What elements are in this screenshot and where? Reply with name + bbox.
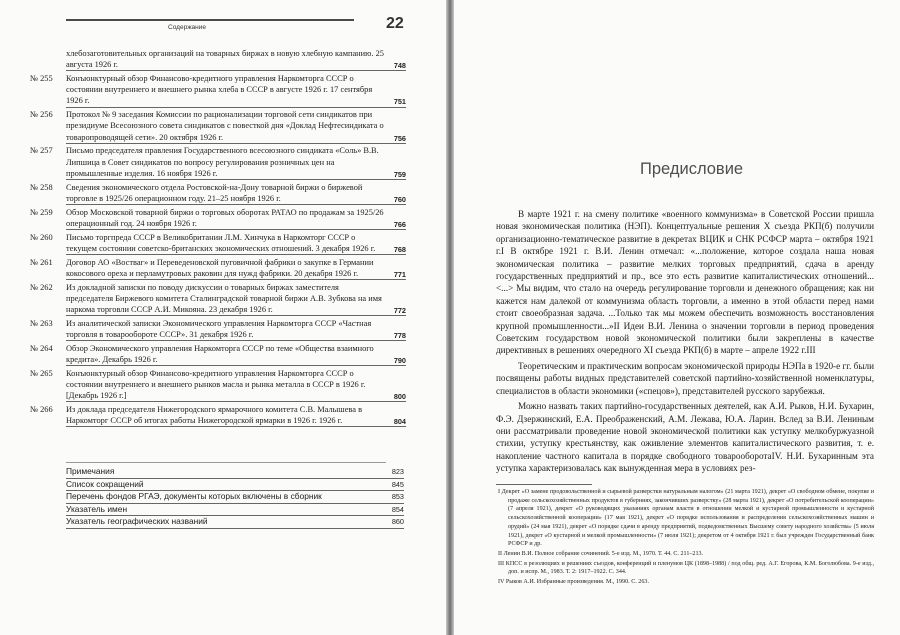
footnote: IV Рыков А.И. Избранные произведения. М., 1990. С. 263. [498,579,649,586]
preface-paragraph: В марте 1921 г. на смену политике «военного коммунизма» в Советской России пришла новая экономическая политика (НЭП). Концептуальные решения X съезда РКП(б) получили организационно-тематическое развитие в декретах ВЦИК и СНК РСФСР марта – октября 1921 г.I В октябре 1921 г. В.И. Ленин отмечал: «...положение, которое создала наша новая экономическая политика – развитие мелких торговых предприятий, сдача в аренду государственных предприятий и пр., все это есть развитие капиталистических отношений... <...> Мы видим, что стало на очередь регулирование торговли и денежного обращения; как ни кажется нам далекой от коммунизма область торговли, а именно в этой области перед нами стоит своеобразная задача. ...Только так мы можем обеспечить возможность восстановления крупной промышленности...»II Идеи В.И. Ленина о значении торговли в период проведения Советским государством новой экономической политики были закреплены в качестве директивных в решениях очередного XI съезда РКП(б) в марте – апреле 1922 г.III [496,209,874,356]
toc-entry-number: № 257 [30,146,53,156]
running-header: Содержание [168,24,206,31]
toc-entry-title: Письмо торгпреда СССР в Великобритании Л.М. Хинчука в Наркомторг СССР о текущем состоянии советско-британских экономических отношений. 3 декабря 1926 г. [66,232,406,255]
toc-entry-number: № 265 [30,368,53,378]
book-spine [446,0,454,635]
toc-entry-number: № 261 [30,257,53,267]
toc-entry-title: хлебозаготовительных организаций на товарных биржах в новую хлебную кампанию. 25 августа 1926 г. [66,48,406,71]
appendix-item-page: 854 [391,504,404,514]
toc-entry-page: 748 [393,61,406,71]
left-page [0,0,446,635]
toc-entry-page: 766 [393,219,406,229]
toc-entry [30,48,406,71]
appendix-item-label: Примечания [66,466,115,476]
toc-entry-page: 800 [393,392,406,402]
toc-entry-title: Письмо председателя правления Государственного всесоюзного синдиката «Соль» В.В. Липшица в Совет синдикатов по вопросу регулирования розничных цен на промышленные изделия. 16 ноября 1926 г. [66,145,406,180]
toc-entry-title: Договор АО «Востваг» и Переведеновской пуговичной фабрики о закупке в Германии кокосового ореха и перламутровых раковин для нужд фабрики. 20 декабря 1926 г. [66,257,406,280]
preface-paragraph: Теоретическим и практическим вопросам экономической природы НЭПа в 1920-е гг. были посвящены работы видных представителей советской партийно-хозяйственной номенклатуры, специалистов в области экономики («спецов»), представителей русского зарубежья. [496,360,874,396]
toc-entry-page: 772 [393,306,406,316]
toc-entry-title: Сведения экономического отдела Ростовской-на-Дону товарной биржи о биржевой торговле в 1925/26 операционном году. 21–25 ноября 1926 г. [66,182,406,205]
appendix-item-label: Список сокращений [66,478,144,489]
preface-title: Предисловие [640,160,744,178]
toc-entry [30,257,406,280]
toc-entry-title: Конъюнктурный обзор Финансово-кредитного управления Наркомторга СССР о состоянии внутреннего и внешнего рынков масла и рынка металла в СССР в 1926 г. [Декабрь 1926 г.] [66,368,406,403]
toc-entry-title: Протокол № 9 заседания Комиссии по рационализации торговой сети синдикатов при президиуме Всесоюзного совета синдикатов с повесткой дня «Доклад Нефтесиндиката о товаропроводящей сети». 20 октября 1926 г. [66,109,406,144]
toc-entry [30,232,406,255]
toc-entry-title: Из доклада председателя Нижегородского ярмарочного комитета С.В. Малышева в Наркомторг СССР об итогах работы Нижегородской ярмарки в 1926 г. 1926 г. [66,404,406,427]
table-of-contents [30,48,406,429]
toc-entry-number: № 255 [30,74,53,83]
appendix-item-label: Указатель имен [66,503,128,514]
appendix-item-page: 860 [391,517,404,527]
toc-entry [30,343,406,366]
toc-entry [30,182,406,205]
toc-entry-number: № 259 [30,207,53,217]
toc-entry-title: Из аналитической записки Экономического управления Наркомторга СССР «Частная торговля в товарообороте СССР». 31 декабря 1926 г. [66,318,406,341]
toc-entry-title: Конъюнктурный обзор Финансово-кредитного управления Наркомторга СССР о состоянии внутреннего и внешнего рынка хлеба в СССР в августе 1926 г. 17 сентября 1926 г. [66,73,406,108]
toc-entry [30,207,406,230]
toc-entry-number: № 260 [30,232,53,242]
toc-entry-number: № 258 [30,182,53,192]
appendix-rule [66,462,386,463]
toc-entry-page: 771 [393,269,406,279]
toc-entry [30,73,406,108]
footnote: III КПСС в резолюциях и решениях съездов, конференций и пленумов ЦК (1898–1988) / под общ. ред. А.Г. Егорова, К.М. Боголюбова. 9-е изд., доп. и испр. М., 1983. Т. 2: 1917–1922. С. 344. [498,560,874,576]
appendix-item [66,491,404,504]
toc-entry-number: № 262 [30,282,53,292]
toc-entry-page: 751 [393,97,406,107]
toc-entry-title: Обзор Экономического управления Наркомторга СССР по теме «Общества взаимного кредита». Декабрь 1926 г. [66,343,406,366]
toc-entry-page: 756 [393,133,406,143]
appendix-item-page: 845 [391,479,404,489]
preface-paragraph: Можно назвать таких партийно-государственных деятелей, как А.И. Рыков, Н.И. Бухарин, Ф.Э. Дзержинский, Е.А. Преображенский, А.М. Лежава, Ю.А. Ларин. Вслед за В.И. Лениным они рассматривали проведение новой экономической политики как уступку мелкобуржуазной стихии, уступку крестьянству, как оживление элементов капиталистического развития, т. е. накопление частного капитала в порядке свободного товарооборотаIV. Н.И. Бухаринным эта уступка характеризовалась как вынужденная мера в условиях рез- [496,401,874,474]
appendix-list [66,466,404,529]
appendix-item-label: Указатель географических названий [66,516,208,527]
toc-entry [30,109,406,144]
toc-entry-title: Из докладной записки по поводу дискуссии о товарных биржах заместителя председателя Биржевого комитета Сталинградской товарной биржи А.В. Зубкова на имя наркома торговли СССР А.И. Микояна. 23 декабря 1926 г. [66,282,406,317]
right-page [454,0,900,635]
appendix-item-page: 823 [391,467,404,476]
toc-entry-number: № 256 [30,110,53,120]
toc-entry [30,368,406,403]
toc-entry-page: 804 [393,417,406,427]
toc-entry [30,318,406,341]
toc-entry-number: № 263 [30,318,53,328]
appendix-item [66,466,404,479]
footnote-rule [496,484,592,485]
footnotes [496,488,874,588]
toc-entry-page: 778 [393,331,406,341]
footnote: II Ленин В.И. Полное собрание сочинений. 5-е изд. М., 1970. Т. 44. С. 211–213. [498,550,704,557]
toc-entry-page: 768 [393,244,406,254]
page-number: 22 [386,15,404,32]
toc-entry-number: № 266 [30,405,53,415]
toc-entry [30,404,406,427]
header-rule [66,19,354,21]
footnote: I Декрет «О замене продовольственной и сырьевой разверстки натуральным налогом» (21 марта 1921), декрет «О свободном обмене, покупке и продаже сельскохозяйственных продуктов в губерниях, закончивших разверстку» (28 марта 1921), декрет «О потребительской кооперации» (7 апреля 1921), декрет «О руководящих указаниях органам власти в отношении мелкой и кустарной промышленности и кустарной сельскохозяйственной кооперации» (17 мая 1921), декрет «О порядке использования и распределения сельскохозяйственных машин и орудий» (24 мая 1921), декрет «О порядке сдачи в аренду предприятий, подведомственных Высшему совету народного хозяйства» (5 июля 1921), декрет «О кустарной и мелкой промышленности» (7 июля 1921); декретом от 4 октября 1921 г. был учрежден Государственный банк РСФСР и др. [498,489,874,548]
toc-entry [30,282,406,317]
appendix-item [66,504,404,517]
toc-entry-title: Обзор Московской товарной биржи о торговых оборотах РАТАО по продажам за 1925/26 операционный год. 24 ноября 1926 г. [66,207,406,230]
appendix-item-page: 853 [391,492,404,502]
appendix-item-label: Перечень фондов РГАЭ, документы которых включены в сборник [66,491,322,502]
toc-entry-page: 790 [393,356,406,366]
preface-body [496,208,874,478]
appendix-item [66,479,404,492]
appendix-item [66,516,404,529]
toc-entry-number: № 264 [30,343,53,353]
toc-entry-page: 759 [393,169,406,179]
toc-entry [30,145,406,180]
toc-entry-page: 760 [393,194,406,204]
